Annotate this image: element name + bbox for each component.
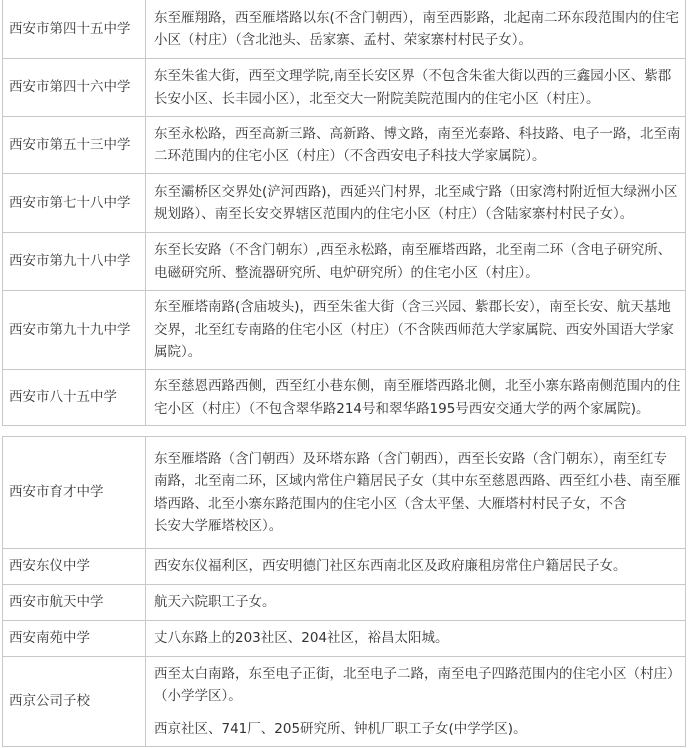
- school-name: 西安市第九十九中学: [9, 321, 131, 338]
- school-name-cell: [3, 585, 146, 621]
- district-description-line: 航天六院职工子女。: [154, 594, 276, 611]
- table-row: [3, 0, 686, 59]
- district-description-line: 塔西路、北至小寨东路范围内的住宅小区（含太平堡、大雁塔村村民子女，不含: [154, 495, 627, 512]
- school-name-cell: [3, 437, 146, 549]
- district-description-line: 属院）。: [154, 344, 202, 361]
- district-description-line: （小学学区）。: [154, 688, 242, 705]
- district-description-line: 交界，北至红专南路的住宅小区（村庄）（不含陕西师范大学家属院、西安外国语大学家: [154, 321, 674, 338]
- district-description-line: 东至慈恩西路西侧，西至红小巷东侧，南至雁塔西路北侧，北至小寨东路南侧范围内的住: [154, 378, 681, 394]
- district-description-paragraph: [154, 627, 677, 650]
- school-name: 西安市第七十八中学: [9, 194, 131, 211]
- table-row: [3, 117, 686, 174]
- school-name: 西安市八十五中学: [9, 389, 117, 406]
- school-name-cell: [3, 117, 146, 174]
- district-description-cell: [146, 585, 686, 621]
- table-row: [3, 174, 686, 233]
- district-description-line: 长安小区、长丰园小区），北至交大一附院美院范围内的住宅小区（村庄）。: [154, 90, 600, 107]
- district-description-line: 宅小区（村庄）（不包含翠华路214号和翠华路195号西安交通大学的两个家属院)。: [154, 400, 650, 417]
- school-name: 西安市第九十八中学: [9, 253, 131, 270]
- table-row: [3, 291, 686, 370]
- district-description-line: 规划路）、南至长安交界辖区范围内的住宅小区（村庄）（含陆家寨村村民子女）。: [154, 206, 634, 222]
- district-description-line: 东至永松路，西至高新三路、高新路、博文路，南至光泰路、科技路、电子一路，北至南: [154, 125, 681, 142]
- school-name: 西安市育才中学: [9, 484, 104, 501]
- school-name: 西安南苑中学: [9, 630, 90, 647]
- district-description-line: 丈八东路上的203社区、204社区，裕昌太阳城。: [154, 630, 449, 647]
- school-name-cell: [3, 549, 146, 585]
- school-district-table-1: [2, 0, 686, 426]
- district-description-line: 东至雁塔路（含门朝西）及环塔东路（含门朝西），西至长安路（含门朝东），南至红专: [154, 450, 667, 467]
- district-description-line: 东至雁塔南路(含庙坡头)，西至朱雀大街（含三兴园、紫郡长安），南至长安、航天基地: [154, 299, 671, 316]
- table-row: [3, 233, 686, 291]
- district-description-line: 东至朱雀大街，西至文理学院,南至长安区界（不包含朱雀大街以西的三鑫园小区、紫郡: [154, 68, 672, 84]
- district-description-cell: [146, 621, 686, 657]
- district-description-cell: [146, 233, 686, 291]
- district-description-line: 西至太白南路，东至电子正街，北至电子二路，南至电子四路范围内的住宅小区（村庄）: [154, 665, 681, 682]
- table-row: [3, 437, 686, 549]
- district-description-cell: [146, 549, 686, 585]
- school-name-cell: [3, 233, 146, 291]
- district-description-line: 东至长安路（不含门朝东）,西至永松路，南至雁塔西路，北至南二环（含电子研究所、: [154, 242, 672, 258]
- district-description-line: 西京社区、741厂、205研究所、钟机厂职工子女(中学学区)。: [154, 720, 527, 737]
- district-description-paragraph: [154, 718, 677, 741]
- table-row: [3, 549, 686, 585]
- school-district-table-2: [2, 436, 686, 747]
- school-name-cell: [3, 59, 146, 117]
- table-row: [3, 370, 686, 426]
- school-name: 西安市第四十五中学: [9, 20, 131, 37]
- district-description-cell: [146, 291, 686, 370]
- school-name-cell: [3, 657, 146, 747]
- table-row: [3, 585, 686, 621]
- district-description-line: 电磁研究所、整流器研究所、电炉研究所）的住宅小区（村庄）。: [154, 264, 539, 281]
- district-description-cell: [146, 437, 686, 549]
- district-description-cell: [146, 174, 686, 233]
- district-description-cell: [146, 0, 686, 59]
- district-description-cell: [146, 657, 686, 747]
- school-name: 西安市第五十三中学: [9, 136, 131, 153]
- school-name-cell: [3, 174, 146, 233]
- district-description-paragraph: [154, 555, 677, 578]
- district-description-line: 长安大学雁塔校区）。: [154, 518, 283, 534]
- district-description-paragraph: [154, 591, 677, 614]
- school-name-cell: [3, 0, 146, 59]
- district-description-cell: [146, 370, 686, 426]
- table-row: [3, 59, 686, 117]
- district-description-line: 二环范围内的住宅小区（村庄）（不含西安电子科技大学家属院）。: [154, 148, 546, 164]
- district-description-line: 南路，北至南二环，区域内常住户籍居民子女（其中东至慈恩西路、西至红小巷、南至雁: [154, 473, 681, 489]
- district-description-line: 东至灞桥区交界处(浐河西路)，西延兴门村界，北至咸宁路（田家湾村附近恒大绿洲小区: [154, 183, 678, 200]
- district-description-line: 东至雁翔路，西至雁塔路以东(不含门朝西），南至西影路，北起南二环东段范围内的住宅: [154, 9, 680, 26]
- district-description-paragraph: [154, 448, 681, 538]
- district-description-cell: [146, 117, 686, 174]
- table-row: [3, 657, 686, 747]
- school-name: 西京公司子校: [9, 693, 90, 710]
- school-name-cell: [3, 621, 146, 657]
- district-description-line: 西安东仪福利区，西安明德门社区东西南北区及政府廉租房常住户籍居民子女。: [154, 558, 627, 575]
- school-name: 西安市第四十六中学: [9, 79, 131, 96]
- district-description-paragraph: [154, 663, 681, 708]
- school-name-cell: [3, 291, 146, 370]
- school-name: 西安东仪中学: [9, 558, 90, 575]
- district-description-cell: [146, 59, 686, 117]
- school-name: 西安市航天中学: [9, 594, 104, 611]
- table-row: [3, 621, 686, 657]
- district-description-line: 小区（村庄）（含北池头、岳家寨、孟村、荣家寨村村民子女）。: [154, 32, 532, 48]
- school-name-cell: [3, 370, 146, 426]
